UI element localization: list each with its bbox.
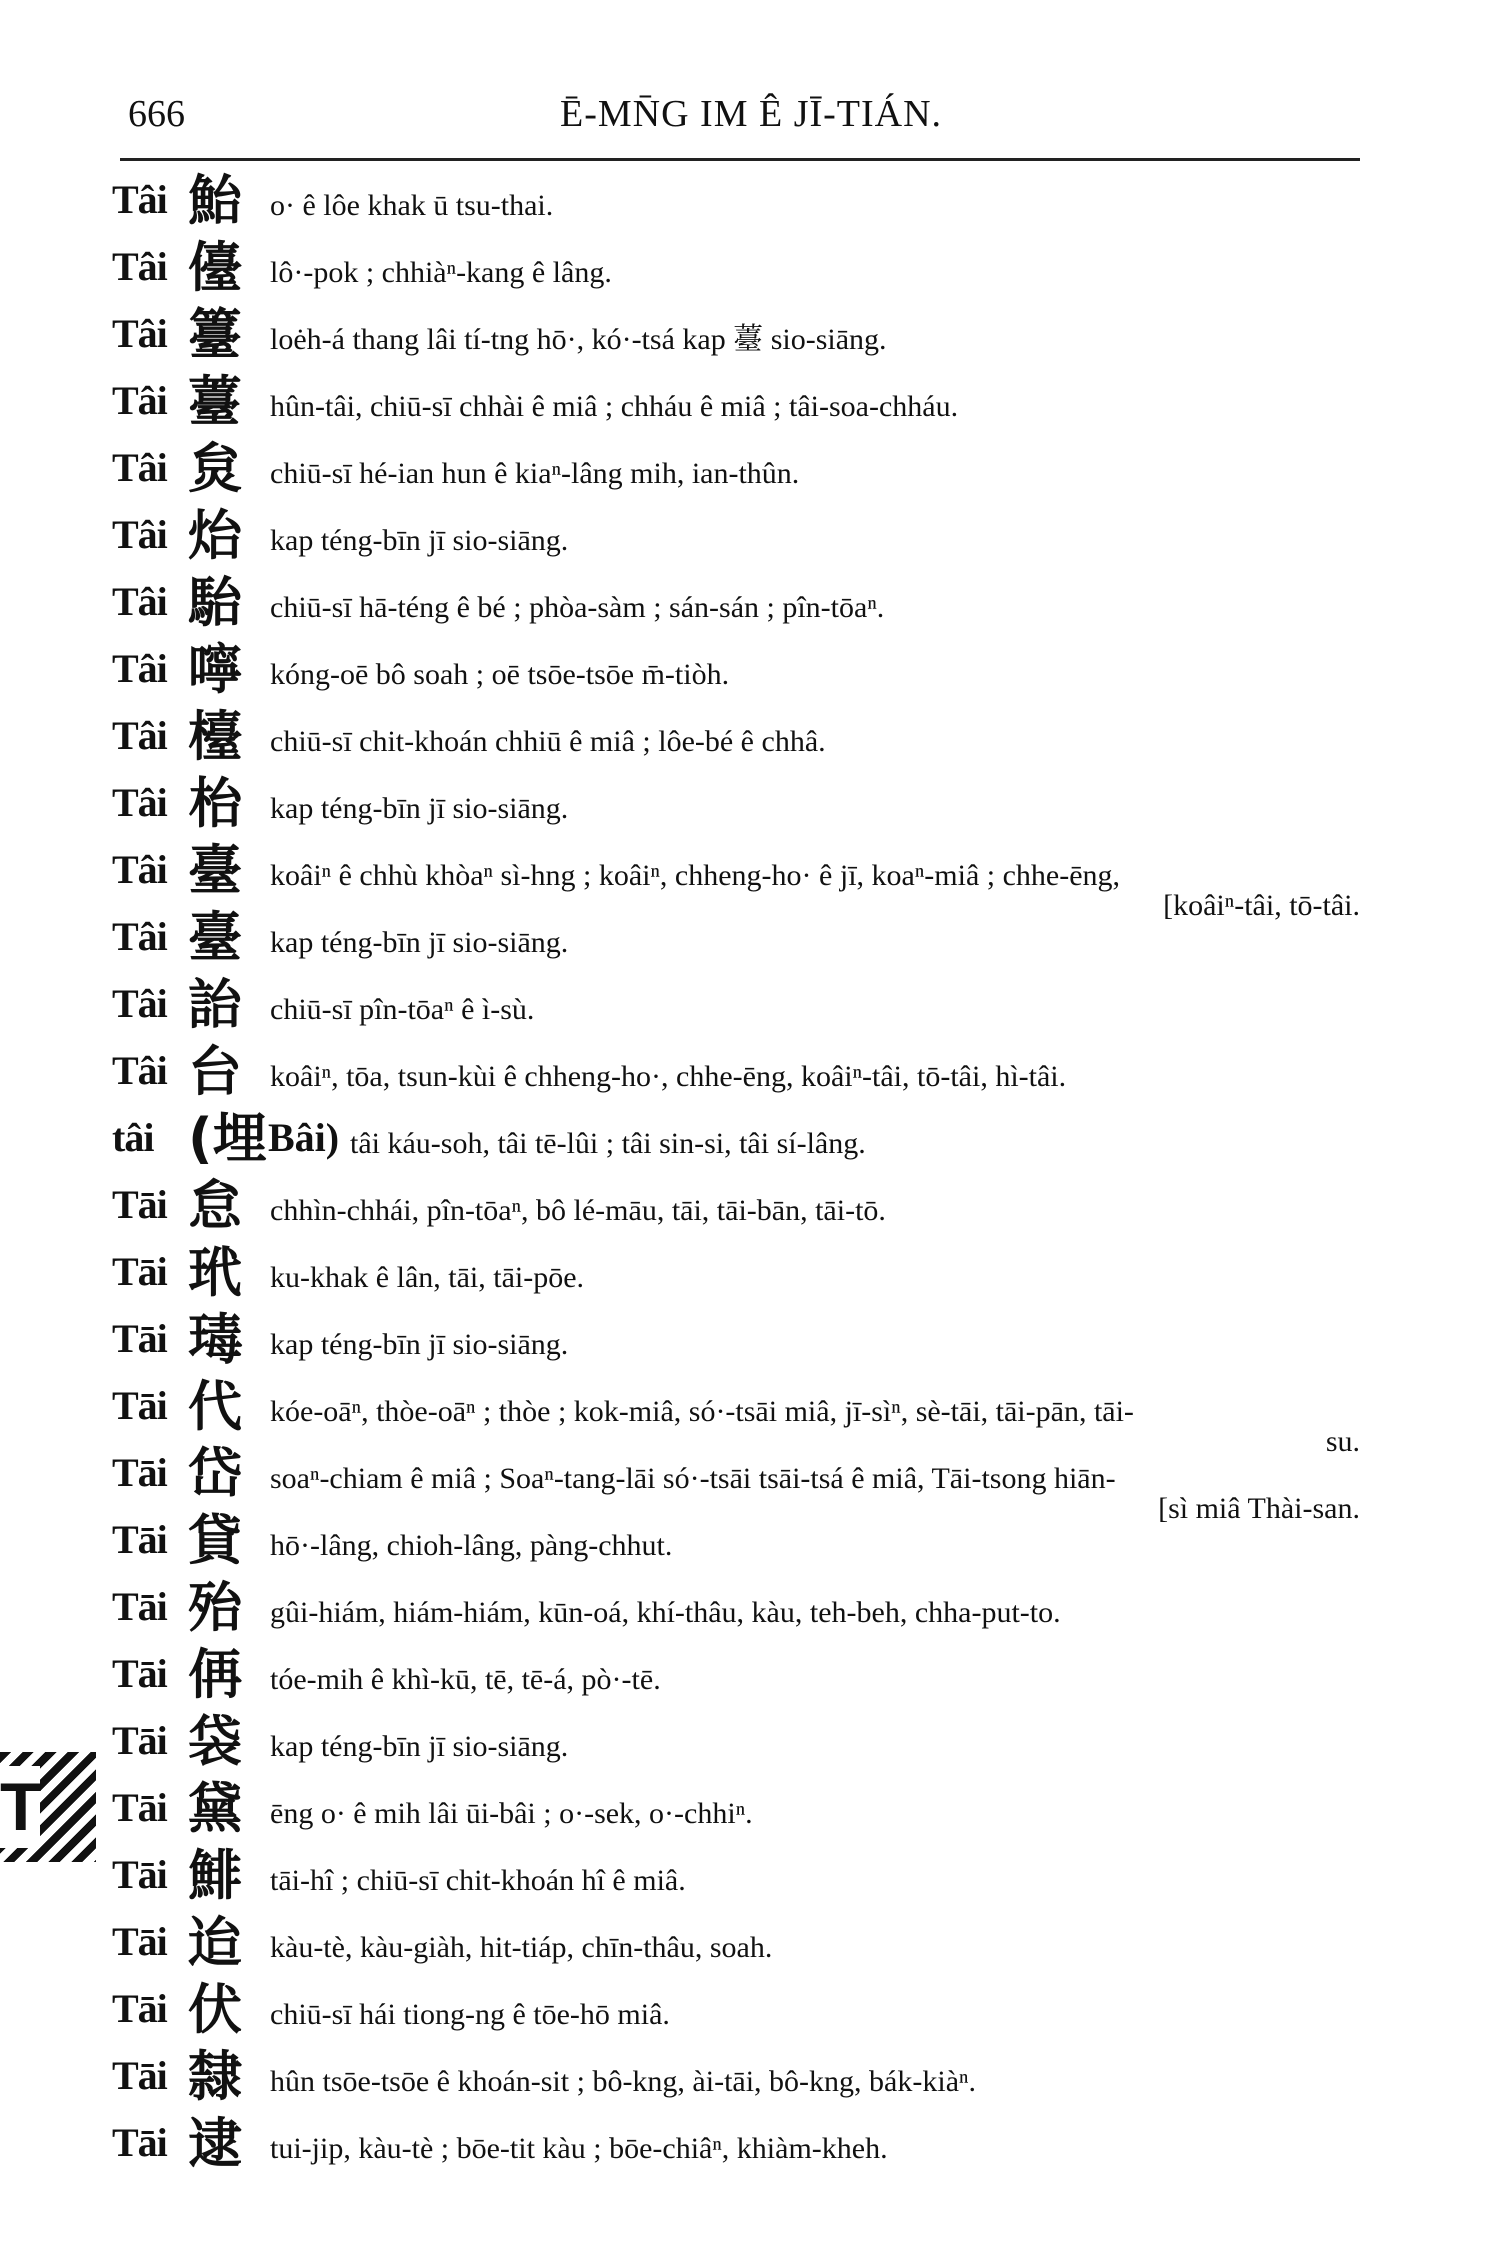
header-rule	[120, 158, 1360, 161]
entry-headword: Tāi	[112, 1316, 167, 1361]
entry-character: 鮐	[188, 169, 242, 232]
entry-headword: Tāi	[112, 1919, 167, 1964]
entry-headword: Tâi	[112, 445, 167, 490]
entry-headword: Tâi	[112, 244, 167, 289]
entry-continuation: [sì miâ Thài-san.	[1158, 1492, 1360, 1525]
entry-definition: loėh-á thang lâi tí-tng hō·, kó·-tsá kap 薹 sio-siāng.	[270, 323, 887, 356]
entry-character: 隸	[188, 2045, 242, 2108]
entry-headword: Tâi	[112, 1048, 167, 1093]
dictionary-entry	[100, 2113, 1360, 2180]
entry-headword: Tāi	[112, 1785, 167, 1830]
entry-definition: koâiⁿ ê chhù khòaⁿ sì-hng ; koâiⁿ, chheng-ho· ê jī, koaⁿ-miâ ; chhe-ēng,	[270, 859, 1121, 892]
entry-headword: Tāi	[112, 2053, 167, 2098]
entry-definition: kap téng-bīn jī sio-siāng.	[270, 926, 569, 959]
dictionary-entry	[100, 1041, 1360, 1108]
dictionary-entry	[100, 1912, 1360, 1979]
entry-character: 逮	[188, 2112, 242, 2175]
entry-headword: Tāi	[112, 1852, 167, 1897]
entry-definition: kóng-oē bô soah ; oē tsōe-tsōe m̄-tiòh.	[270, 658, 730, 691]
entry-definition: chiū-sī chit-khoán chhiū ê miâ ; lôe-bé ê chhâ.	[270, 725, 826, 758]
dictionary-entry	[100, 2046, 1360, 2113]
entry-character: 臺	[188, 839, 242, 902]
dictionary-entry	[100, 1510, 1360, 1577]
dictionary-entry	[100, 304, 1360, 371]
entry-headword: Tâi	[112, 914, 167, 959]
dictionary-entry	[100, 706, 1360, 773]
entry-definition: tāi-hî ; chiū-sī chit-khoán hî ê miâ.	[270, 1864, 686, 1897]
entry-headword: Tāi	[112, 1249, 167, 1294]
entry-character: 袋	[188, 1710, 242, 1773]
entry-definition: soaⁿ-chiam ê miâ ; Soaⁿ-tang-lāi só·-tsāi tsāi-tsá ê miâ, Tāi-tsong hiān-	[270, 1462, 1116, 1495]
entry-definition: kàu-tè, kàu-giàh, hit-tiáp, chīn-thâu, soah.	[270, 1931, 773, 1964]
entry-character: 迨	[188, 1911, 242, 1974]
dictionary-entry	[100, 974, 1360, 1041]
entry-character: 玳	[188, 1241, 242, 1304]
entry-character: 詒	[188, 973, 242, 1036]
entry-headword: Tâi	[112, 646, 167, 691]
entry-definition: lô·-pok ; chhiàⁿ-kang ê lâng.	[270, 256, 612, 289]
entry-character: 檯	[188, 705, 242, 768]
entry-definition: chiū-sī hé-ian hun ê kiaⁿ-lâng mih, ian-thûn.	[270, 457, 800, 490]
dictionary-entry	[100, 1979, 1360, 2046]
entry-continuation: su.	[1325, 1425, 1360, 1458]
dictionary-entry	[100, 839, 1360, 922]
dictionary-entry	[100, 1242, 1360, 1309]
entry-definition: gûi-hiám, hiám-hiám, kūn-oá, khí-thâu, kàu, teh-beh, chha-put-to.	[270, 1596, 1061, 1629]
entry-definition: chhìn-chhái, pîn-tōaⁿ, bô lé-māu, tāi, tāi-bān, tāi-tō.	[270, 1194, 886, 1227]
entry-definition: kap téng-bīn jī sio-siāng.	[270, 524, 569, 557]
dictionary-entry	[100, 1108, 1360, 1175]
entry-character: 岱	[188, 1442, 242, 1505]
entry-headword: Tâi	[112, 713, 167, 758]
entry-character: 侢	[188, 1643, 242, 1706]
entry-headword: Tâi	[112, 378, 167, 423]
entry-character: 瑇	[188, 1308, 242, 1371]
entry-character: 臺	[188, 906, 242, 969]
entry-definition: tâi káu-soh, tâi tē-lûi ; tâi sin-si, tâi sí-lâng.	[350, 1127, 866, 1160]
entry-definition: kap téng-bīn jī sio-siāng.	[270, 1730, 569, 1763]
entry-character: 枱	[188, 772, 242, 835]
entry-headword: Tāi	[112, 1182, 167, 1227]
dictionary-entries	[100, 170, 1360, 2180]
entry-headword: Tâi	[112, 579, 167, 624]
entry-definition: tóe-mih ê khì-kū, tē, tē-á, pò·-tē.	[270, 1663, 661, 1696]
entry-character: 炲	[188, 504, 242, 567]
entry-definition: ēng o· ê mih lâi ūi-bâi ; o·-sek, o·-chhiⁿ.	[270, 1797, 753, 1830]
running-title: Ē-MN̄G IM Ê JĪ-TIÁN.	[560, 93, 943, 135]
entry-definition: kap téng-bīn jī sio-siāng.	[270, 1328, 569, 1361]
dictionary-entry	[100, 773, 1360, 840]
entry-definition: kóe-oāⁿ, thòe-oāⁿ ; thòe ; kok-miâ, só·-tsāi miâ, jī-sìⁿ, sè-tāi, tāi-pān, tāi-	[270, 1395, 1134, 1428]
dictionary-entry	[100, 1175, 1360, 1242]
thumb-index-letter: T	[0, 1766, 40, 1848]
page-number: 666	[128, 93, 185, 135]
dictionary-entry	[100, 1845, 1360, 1912]
entry-cross-reference: Bâi)	[268, 1115, 340, 1160]
entry-headword: tâi	[112, 1115, 154, 1160]
entry-headword: Tāi	[112, 2120, 167, 2165]
entry-definition: chiū-sī pîn-tōaⁿ ê ì-sù.	[270, 993, 535, 1026]
entry-character: 鯡	[188, 1844, 242, 1907]
entry-character: 伏	[188, 1978, 242, 2041]
entry-character: 嚀	[188, 638, 242, 701]
entry-headword: Tâi	[112, 981, 167, 1026]
entry-character: 殆	[188, 1576, 242, 1639]
entry-headword: Tâi	[112, 311, 167, 356]
dictionary-entry	[100, 1442, 1360, 1525]
entry-headword: Tâi	[112, 847, 167, 892]
entry-character: 駘	[188, 571, 242, 634]
entry-headword: Tāi	[112, 1718, 167, 1763]
dictionary-entry	[100, 1577, 1360, 1644]
entry-definition: hûn tsōe-tsōe ê khoán-sit ; bô-kng, ài-tāi, bô-kng, bák-kiàⁿ.	[270, 2065, 976, 2098]
entry-character: 炱	[188, 437, 242, 500]
dictionary-entry	[100, 572, 1360, 639]
dictionary-entry	[100, 1778, 1360, 1845]
dictionary-entry	[100, 639, 1360, 706]
entry-headword: Tâi	[112, 780, 167, 825]
dictionary-entry	[100, 170, 1360, 237]
entry-character: 儓	[188, 236, 242, 299]
entry-definition: koâiⁿ, tōa, tsun-kùi ê chheng-ho·, chhe-ēng, koâiⁿ-tâi, tō-tâi, hì-tâi.	[270, 1060, 1067, 1093]
entry-definition: hō·-lâng, chioh-lâng, pàng-chhut.	[270, 1529, 673, 1562]
dictionary-entry	[100, 1711, 1360, 1778]
entry-definition: tui-jip, kàu-tè ; bōe-tit kàu ; bōe-chiâⁿ, khiàm-kheh.	[270, 2132, 888, 2165]
dictionary-entry	[100, 907, 1360, 974]
page-header	[120, 92, 1360, 142]
entry-character: 籉	[188, 303, 242, 366]
entry-definition: kap téng-bīn jī sio-siāng.	[270, 792, 569, 825]
dictionary-entry	[100, 1375, 1360, 1458]
entry-character: 代	[188, 1375, 242, 1438]
entry-headword: Tâi	[112, 177, 167, 222]
entry-character: 台	[188, 1040, 242, 1103]
entry-character: (埋	[188, 1107, 267, 1170]
entry-headword: Tāi	[112, 1517, 167, 1562]
entry-headword: Tāi	[112, 1383, 167, 1428]
entry-definition: hûn-tâi, chiū-sī chhài ê miâ ; chháu ê miâ ; tâi-soa-chháu.	[270, 390, 959, 423]
entry-definition: ku-khak ê lân, tāi, tāi-pōe.	[270, 1261, 585, 1294]
dictionary-entry	[100, 505, 1360, 572]
dictionary-entry	[100, 1644, 1360, 1711]
dictionary-entry	[100, 1309, 1360, 1376]
entry-character: 黛	[188, 1777, 242, 1840]
entry-headword: Tāi	[112, 1651, 167, 1696]
entry-headword: Tâi	[112, 512, 167, 557]
entry-continuation: [koâiⁿ-tâi, tō-tâi.	[1163, 889, 1360, 922]
entry-definition: o· ê lôe khak ū tsu-thai.	[270, 189, 554, 222]
dictionary-entry	[100, 237, 1360, 304]
entry-definition: chiū-sī hái tiong-ng ê tōe-hō miâ.	[270, 1998, 670, 2031]
entry-character: 薹	[188, 370, 242, 433]
entry-character: 怠	[188, 1174, 242, 1237]
entry-character: 貸	[188, 1509, 242, 1572]
dictionary-entry	[100, 438, 1360, 505]
entry-headword: Tāi	[112, 1584, 167, 1629]
entry-headword: Tāi	[112, 1986, 167, 2031]
dictionary-entry	[100, 371, 1360, 438]
entry-headword: Tāi	[112, 1450, 167, 1495]
entry-definition: chiū-sī hā-téng ê bé ; phòa-sàm ; sán-sán ; pîn-tōaⁿ.	[270, 591, 885, 624]
